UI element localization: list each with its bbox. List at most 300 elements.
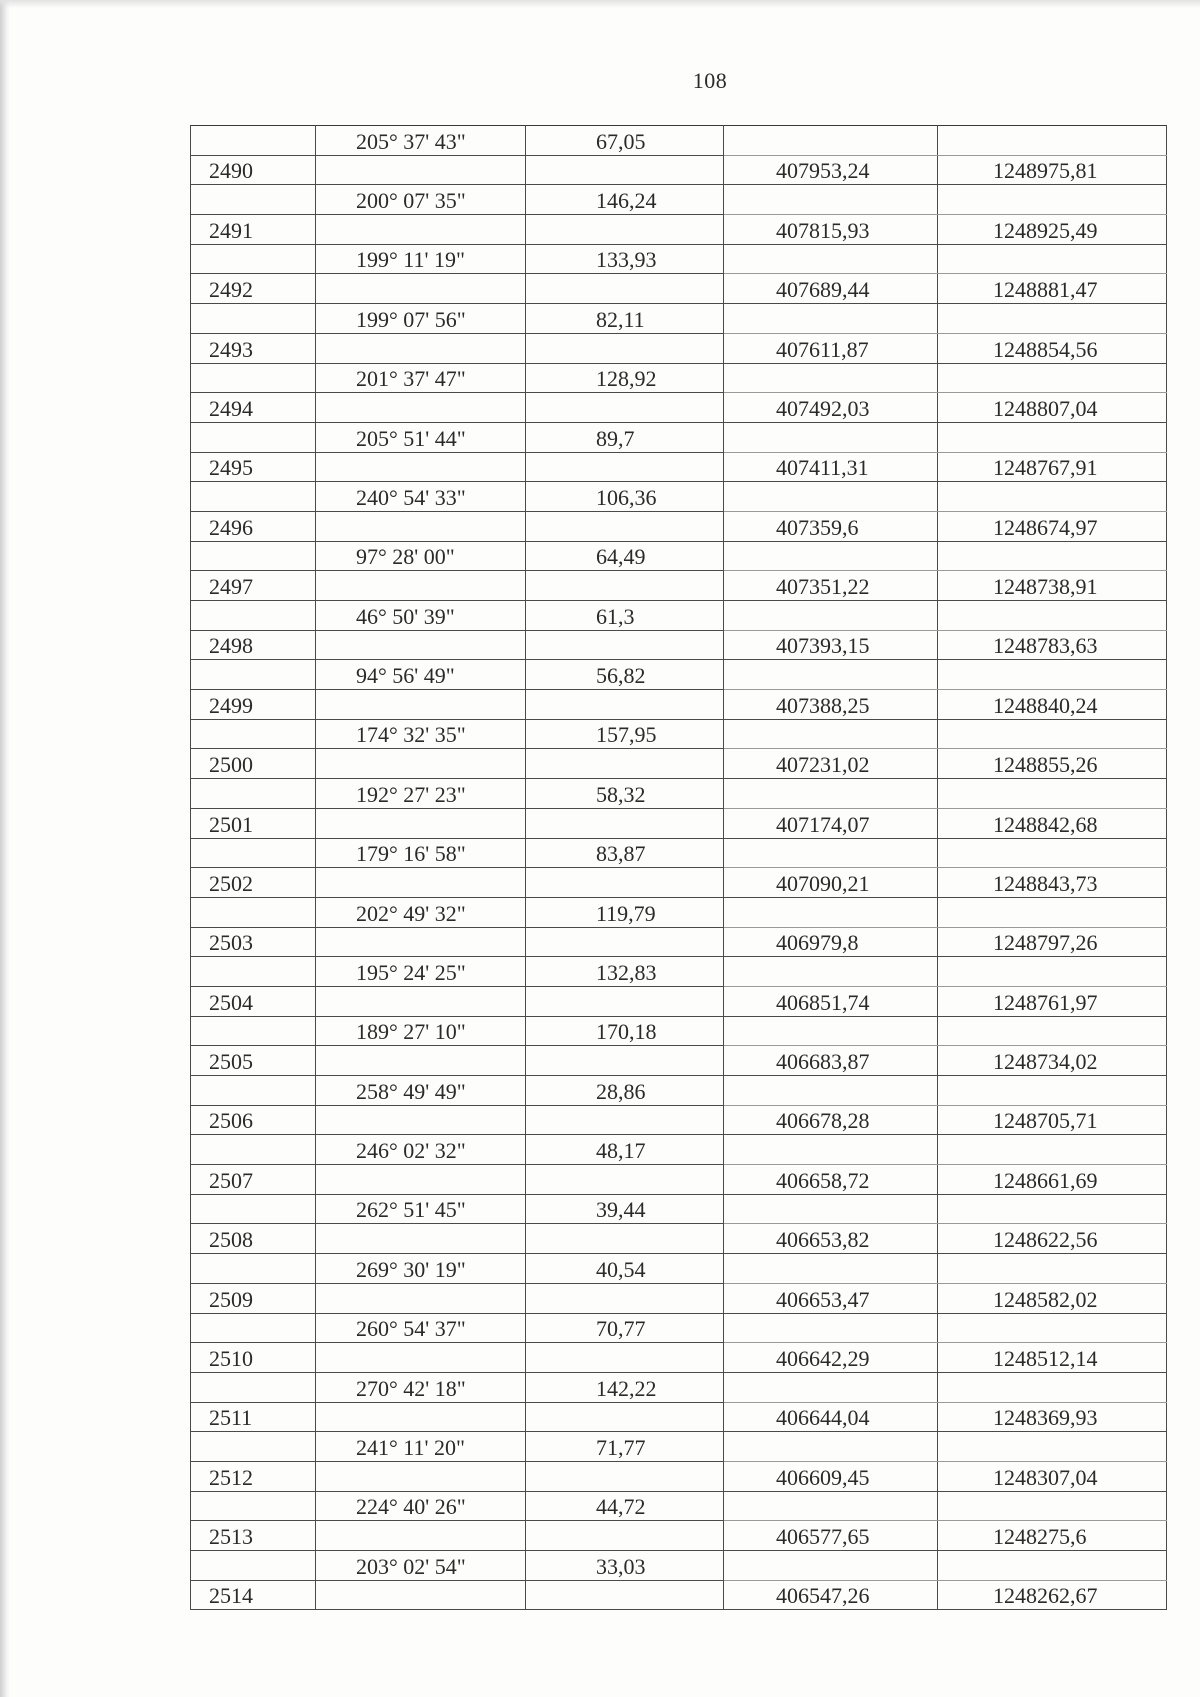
point-id-cell	[191, 660, 316, 690]
segment-row	[191, 244, 1167, 274]
angle-cell: 46° 50' 39"	[316, 601, 526, 631]
x-coordinate-cell	[724, 126, 938, 156]
segment-row	[191, 1016, 1167, 1046]
x-coordinate-cell	[724, 1135, 938, 1165]
y-coordinate-cell: 1248262,67	[938, 1580, 1167, 1610]
distance-cell: 89,7	[526, 422, 724, 452]
segment-row	[191, 541, 1167, 571]
point-id-cell	[191, 1254, 316, 1284]
distance-cell	[526, 749, 724, 779]
x-coordinate-cell	[724, 541, 938, 571]
distance-cell: 82,11	[526, 304, 724, 334]
y-coordinate-cell	[938, 1254, 1167, 1284]
distance-cell: 71,77	[526, 1432, 724, 1462]
distance-cell: 119,79	[526, 897, 724, 927]
distance-cell: 146,24	[526, 185, 724, 215]
angle-cell	[316, 1521, 526, 1551]
y-coordinate-cell	[938, 779, 1167, 809]
x-coordinate-cell	[724, 1551, 938, 1581]
point-row	[191, 1521, 1167, 1551]
angle-cell: 94° 56' 49"	[316, 660, 526, 690]
angle-cell	[316, 630, 526, 660]
x-coordinate-cell	[724, 1254, 938, 1284]
segment-row	[191, 779, 1167, 809]
point-id-cell	[191, 1076, 316, 1106]
segment-row	[191, 1551, 1167, 1581]
point-row	[191, 927, 1167, 957]
segment-row	[191, 304, 1167, 334]
y-coordinate-cell	[938, 1194, 1167, 1224]
point-id-cell	[191, 1016, 316, 1046]
distance-cell	[526, 1105, 724, 1135]
x-coordinate-cell	[724, 1076, 938, 1106]
point-id-cell: 2510	[191, 1343, 316, 1373]
x-coordinate-cell	[724, 957, 938, 987]
distance-cell	[526, 690, 724, 720]
y-coordinate-cell: 1248738,91	[938, 571, 1167, 601]
x-coordinate-cell	[724, 1194, 938, 1224]
x-coordinate-cell: 406577,65	[724, 1521, 938, 1551]
y-coordinate-cell: 1248369,93	[938, 1402, 1167, 1432]
angle-cell	[316, 155, 526, 185]
angle-cell	[316, 808, 526, 838]
point-row	[191, 1580, 1167, 1610]
angle-cell: 262° 51' 45"	[316, 1194, 526, 1224]
x-coordinate-cell: 407231,02	[724, 749, 938, 779]
y-coordinate-cell: 1248622,56	[938, 1224, 1167, 1254]
x-coordinate-cell: 406979,8	[724, 927, 938, 957]
distance-cell: 64,49	[526, 541, 724, 571]
distance-cell	[526, 155, 724, 185]
x-coordinate-cell	[724, 422, 938, 452]
coordinates-table-body	[191, 126, 1167, 1610]
point-id-cell: 2498	[191, 630, 316, 660]
distance-cell	[526, 927, 724, 957]
angle-cell: 224° 40' 26"	[316, 1491, 526, 1521]
angle-cell	[316, 274, 526, 304]
x-coordinate-cell	[724, 185, 938, 215]
x-coordinate-cell	[724, 719, 938, 749]
angle-cell: 270° 42' 18"	[316, 1372, 526, 1402]
distance-cell	[526, 868, 724, 898]
distance-cell	[526, 1402, 724, 1432]
point-id-cell	[191, 482, 316, 512]
angle-cell	[316, 452, 526, 482]
x-coordinate-cell: 407815,93	[724, 215, 938, 245]
y-coordinate-cell	[938, 185, 1167, 215]
y-coordinate-cell	[938, 126, 1167, 156]
point-id-cell	[191, 1491, 316, 1521]
y-coordinate-cell	[938, 1491, 1167, 1521]
angle-cell	[316, 986, 526, 1016]
segment-row	[191, 1432, 1167, 1462]
angle-cell: 199° 11' 19"	[316, 244, 526, 274]
x-coordinate-cell: 407388,25	[724, 690, 938, 720]
point-id-cell	[191, 304, 316, 334]
y-coordinate-cell: 1248881,47	[938, 274, 1167, 304]
segment-row	[191, 719, 1167, 749]
angle-cell	[316, 1283, 526, 1313]
y-coordinate-cell: 1248843,73	[938, 868, 1167, 898]
y-coordinate-cell	[938, 304, 1167, 334]
distance-cell: 48,17	[526, 1135, 724, 1165]
x-coordinate-cell: 406683,87	[724, 1046, 938, 1076]
point-id-cell	[191, 601, 316, 631]
segment-row	[191, 1076, 1167, 1106]
x-coordinate-cell	[724, 838, 938, 868]
distance-cell: 39,44	[526, 1194, 724, 1224]
segment-row	[191, 838, 1167, 868]
angle-cell: 200° 07' 35"	[316, 185, 526, 215]
angle-cell: 202° 49' 32"	[316, 897, 526, 927]
point-row	[191, 630, 1167, 660]
segment-row	[191, 1491, 1167, 1521]
distance-cell: 157,95	[526, 719, 724, 749]
x-coordinate-cell	[724, 897, 938, 927]
point-id-cell: 2502	[191, 868, 316, 898]
point-id-cell: 2499	[191, 690, 316, 720]
y-coordinate-cell: 1248512,14	[938, 1343, 1167, 1373]
point-row	[191, 749, 1167, 779]
y-coordinate-cell	[938, 363, 1167, 393]
x-coordinate-cell: 407351,22	[724, 571, 938, 601]
x-coordinate-cell	[724, 1313, 938, 1343]
segment-row	[191, 1135, 1167, 1165]
distance-cell: 67,05	[526, 126, 724, 156]
coordinates-table	[190, 125, 1167, 1610]
segment-row	[191, 363, 1167, 393]
distance-cell	[526, 571, 724, 601]
point-id-cell	[191, 1313, 316, 1343]
point-row	[191, 1283, 1167, 1313]
point-row	[191, 1105, 1167, 1135]
point-row	[191, 274, 1167, 304]
angle-cell	[316, 215, 526, 245]
distance-cell	[526, 986, 724, 1016]
y-coordinate-cell	[938, 422, 1167, 452]
x-coordinate-cell: 406642,29	[724, 1343, 938, 1373]
point-id-cell: 2506	[191, 1105, 316, 1135]
angle-cell: 189° 27' 10"	[316, 1016, 526, 1046]
y-coordinate-cell: 1248275,6	[938, 1521, 1167, 1551]
x-coordinate-cell: 407393,15	[724, 630, 938, 660]
point-id-cell: 2491	[191, 215, 316, 245]
x-coordinate-cell	[724, 363, 938, 393]
angle-cell	[316, 333, 526, 363]
page-number: 108	[692, 68, 728, 93]
point-id-cell: 2508	[191, 1224, 316, 1254]
y-coordinate-cell	[938, 957, 1167, 987]
point-row	[191, 1046, 1167, 1076]
x-coordinate-cell: 406678,28	[724, 1105, 938, 1135]
angle-cell	[316, 511, 526, 541]
y-coordinate-cell: 1248705,71	[938, 1105, 1167, 1135]
distance-cell	[526, 1521, 724, 1551]
point-id-cell	[191, 363, 316, 393]
point-id-cell: 2497	[191, 571, 316, 601]
distance-cell	[526, 274, 724, 304]
distance-cell	[526, 1046, 724, 1076]
point-id-cell: 2490	[191, 155, 316, 185]
point-row	[191, 1165, 1167, 1195]
y-coordinate-cell: 1248797,26	[938, 927, 1167, 957]
point-id-cell	[191, 126, 316, 156]
x-coordinate-cell: 407359,6	[724, 511, 938, 541]
distance-cell	[526, 808, 724, 838]
y-coordinate-cell: 1248783,63	[938, 630, 1167, 660]
x-coordinate-cell	[724, 482, 938, 512]
y-coordinate-cell	[938, 244, 1167, 274]
distance-cell	[526, 1343, 724, 1373]
distance-cell	[526, 1461, 724, 1491]
x-coordinate-cell: 407090,21	[724, 868, 938, 898]
y-coordinate-cell: 1248761,97	[938, 986, 1167, 1016]
x-coordinate-cell	[724, 244, 938, 274]
y-coordinate-cell	[938, 601, 1167, 631]
point-row	[191, 155, 1167, 185]
angle-cell	[316, 868, 526, 898]
distance-cell: 28,86	[526, 1076, 724, 1106]
point-id-cell: 2501	[191, 808, 316, 838]
x-coordinate-cell	[724, 601, 938, 631]
point-row	[191, 1224, 1167, 1254]
x-coordinate-cell: 407611,87	[724, 333, 938, 363]
x-coordinate-cell	[724, 1432, 938, 1462]
distance-cell	[526, 511, 724, 541]
angle-cell: 241° 11' 20"	[316, 1432, 526, 1462]
x-coordinate-cell: 406644,04	[724, 1402, 938, 1432]
y-coordinate-cell	[938, 1076, 1167, 1106]
x-coordinate-cell: 406658,72	[724, 1165, 938, 1195]
angle-cell: 269° 30' 19"	[316, 1254, 526, 1284]
point-id-cell	[191, 422, 316, 452]
segment-row	[191, 185, 1167, 215]
y-coordinate-cell	[938, 1432, 1167, 1462]
distance-cell: 70,77	[526, 1313, 724, 1343]
distance-cell: 44,72	[526, 1491, 724, 1521]
point-id-cell: 2504	[191, 986, 316, 1016]
angle-cell: 240° 54' 33"	[316, 482, 526, 512]
segment-row	[191, 1313, 1167, 1343]
y-coordinate-cell	[938, 1135, 1167, 1165]
y-coordinate-cell	[938, 541, 1167, 571]
y-coordinate-cell	[938, 1372, 1167, 1402]
distance-cell	[526, 452, 724, 482]
distance-cell	[526, 1283, 724, 1313]
point-row	[191, 393, 1167, 423]
segment-row	[191, 1194, 1167, 1224]
x-coordinate-cell	[724, 779, 938, 809]
distance-cell: 40,54	[526, 1254, 724, 1284]
y-coordinate-cell: 1248307,04	[938, 1461, 1167, 1491]
point-id-cell: 2500	[191, 749, 316, 779]
segment-row	[191, 482, 1167, 512]
point-id-cell: 2493	[191, 333, 316, 363]
y-coordinate-cell: 1248767,91	[938, 452, 1167, 482]
point-id-cell: 2512	[191, 1461, 316, 1491]
y-coordinate-cell: 1248842,68	[938, 808, 1167, 838]
angle-cell: 260° 54' 37"	[316, 1313, 526, 1343]
distance-cell: 133,93	[526, 244, 724, 274]
distance-cell	[526, 1224, 724, 1254]
point-id-cell: 2494	[191, 393, 316, 423]
distance-cell	[526, 215, 724, 245]
y-coordinate-cell	[938, 1016, 1167, 1046]
x-coordinate-cell: 407953,24	[724, 155, 938, 185]
distance-cell	[526, 1165, 724, 1195]
point-id-cell: 2514	[191, 1580, 316, 1610]
y-coordinate-cell: 1248975,81	[938, 155, 1167, 185]
point-row	[191, 571, 1167, 601]
distance-cell: 33,03	[526, 1551, 724, 1581]
point-id-cell	[191, 1551, 316, 1581]
distance-cell: 106,36	[526, 482, 724, 512]
angle-cell	[316, 1165, 526, 1195]
x-coordinate-cell	[724, 660, 938, 690]
y-coordinate-cell: 1248807,04	[938, 393, 1167, 423]
point-id-cell: 2492	[191, 274, 316, 304]
segment-row	[191, 422, 1167, 452]
angle-cell	[316, 927, 526, 957]
angle-cell: 179° 16' 58"	[316, 838, 526, 868]
angle-cell: 97° 28' 00"	[316, 541, 526, 571]
segment-row	[191, 660, 1167, 690]
x-coordinate-cell	[724, 1491, 938, 1521]
angle-cell: 192° 27' 23"	[316, 779, 526, 809]
distance-cell	[526, 333, 724, 363]
point-row	[191, 1461, 1167, 1491]
x-coordinate-cell: 406653,82	[724, 1224, 938, 1254]
angle-cell	[316, 1046, 526, 1076]
y-coordinate-cell: 1248674,97	[938, 511, 1167, 541]
point-id-cell: 2495	[191, 452, 316, 482]
x-coordinate-cell: 406851,74	[724, 986, 938, 1016]
angle-cell	[316, 1105, 526, 1135]
point-row	[191, 808, 1167, 838]
x-coordinate-cell: 407174,07	[724, 808, 938, 838]
angle-cell: 258° 49' 49"	[316, 1076, 526, 1106]
point-row	[191, 1402, 1167, 1432]
point-id-cell	[191, 897, 316, 927]
angle-cell	[316, 749, 526, 779]
distance-cell	[526, 630, 724, 660]
x-coordinate-cell: 407492,03	[724, 393, 938, 423]
angle-cell	[316, 1343, 526, 1373]
y-coordinate-cell: 1248855,26	[938, 749, 1167, 779]
segment-row	[191, 601, 1167, 631]
angle-cell: 203° 02' 54"	[316, 1551, 526, 1581]
scan-edge-shadow	[0, 0, 10, 1697]
point-id-cell	[191, 719, 316, 749]
distance-cell	[526, 1580, 724, 1610]
segment-row	[191, 897, 1167, 927]
y-coordinate-cell: 1248582,02	[938, 1283, 1167, 1313]
point-id-cell	[191, 779, 316, 809]
angle-cell: 199° 07' 56"	[316, 304, 526, 334]
segment-row	[191, 1372, 1167, 1402]
point-id-cell: 2507	[191, 1165, 316, 1195]
y-coordinate-cell	[938, 838, 1167, 868]
point-id-cell	[191, 1432, 316, 1462]
y-coordinate-cell: 1248854,56	[938, 333, 1167, 363]
point-row	[191, 1343, 1167, 1373]
y-coordinate-cell	[938, 719, 1167, 749]
angle-cell: 246° 02' 32"	[316, 1135, 526, 1165]
distance-cell: 58,32	[526, 779, 724, 809]
distance-cell: 132,83	[526, 957, 724, 987]
y-coordinate-cell	[938, 897, 1167, 927]
y-coordinate-cell: 1248840,24	[938, 690, 1167, 720]
point-id-cell	[191, 244, 316, 274]
distance-cell: 61,3	[526, 601, 724, 631]
angle-cell	[316, 393, 526, 423]
point-row	[191, 333, 1167, 363]
point-id-cell	[191, 1135, 316, 1165]
scan-top-shadow	[0, 0, 1200, 8]
angle-cell: 174° 32' 35"	[316, 719, 526, 749]
point-id-cell	[191, 541, 316, 571]
y-coordinate-cell	[938, 660, 1167, 690]
x-coordinate-cell: 406547,26	[724, 1580, 938, 1610]
angle-cell: 195° 24' 25"	[316, 957, 526, 987]
point-row	[191, 690, 1167, 720]
point-id-cell: 2509	[191, 1283, 316, 1313]
distance-cell: 170,18	[526, 1016, 724, 1046]
distance-cell: 142,22	[526, 1372, 724, 1402]
x-coordinate-cell	[724, 304, 938, 334]
y-coordinate-cell	[938, 482, 1167, 512]
point-id-cell: 2511	[191, 1402, 316, 1432]
point-row	[191, 215, 1167, 245]
angle-cell	[316, 1402, 526, 1432]
point-row	[191, 868, 1167, 898]
distance-cell	[526, 393, 724, 423]
point-id-cell	[191, 957, 316, 987]
segment-row	[191, 957, 1167, 987]
distance-cell: 83,87	[526, 838, 724, 868]
angle-cell	[316, 1580, 526, 1610]
angle-cell: 201° 37' 47"	[316, 363, 526, 393]
x-coordinate-cell: 406609,45	[724, 1461, 938, 1491]
distance-cell: 128,92	[526, 363, 724, 393]
angle-cell	[316, 690, 526, 720]
segment-row	[191, 1254, 1167, 1284]
point-row	[191, 986, 1167, 1016]
point-row	[191, 452, 1167, 482]
point-id-cell	[191, 1194, 316, 1224]
y-coordinate-cell	[938, 1313, 1167, 1343]
x-coordinate-cell: 406653,47	[724, 1283, 938, 1313]
angle-cell	[316, 1461, 526, 1491]
point-row	[191, 511, 1167, 541]
angle-cell	[316, 571, 526, 601]
x-coordinate-cell: 407411,31	[724, 452, 938, 482]
point-id-cell: 2503	[191, 927, 316, 957]
point-id-cell	[191, 838, 316, 868]
point-id-cell: 2505	[191, 1046, 316, 1076]
angle-cell: 205° 51' 44"	[316, 422, 526, 452]
point-id-cell	[191, 1372, 316, 1402]
point-id-cell	[191, 185, 316, 215]
y-coordinate-cell: 1248661,69	[938, 1165, 1167, 1195]
angle-cell	[316, 1224, 526, 1254]
segment-row	[191, 126, 1167, 156]
angle-cell: 205° 37' 43"	[316, 126, 526, 156]
x-coordinate-cell	[724, 1016, 938, 1046]
x-coordinate-cell: 407689,44	[724, 274, 938, 304]
point-id-cell: 2496	[191, 511, 316, 541]
y-coordinate-cell	[938, 1551, 1167, 1581]
